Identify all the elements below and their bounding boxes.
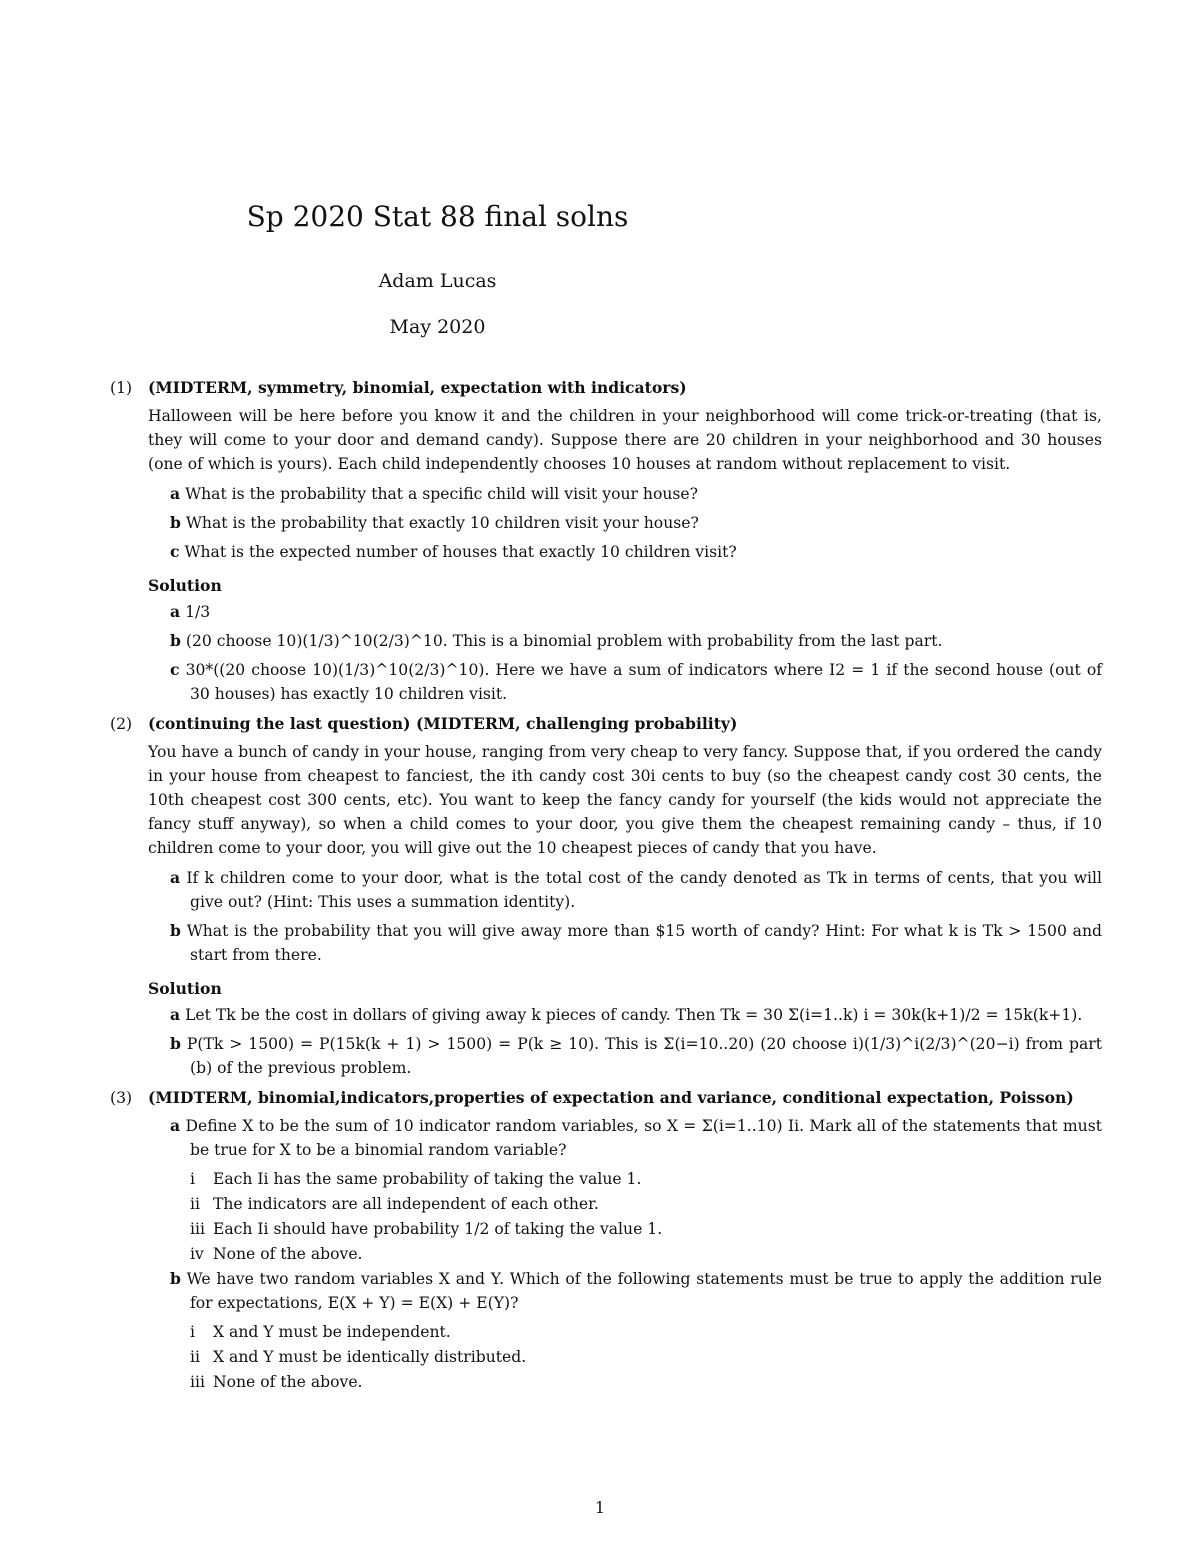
question-part: c What is the expected number of houses that exactly 10 children visit? <box>170 542 737 561</box>
document-date: May 2020 <box>389 316 486 338</box>
question-number: (3) <box>110 1089 133 1107</box>
solution-heading: Solution <box>148 979 222 998</box>
option-item: ii X and Y must be identically distributed. <box>190 1348 527 1366</box>
option-item: iii Each Ii should have probability 1/2 of taking the value 1. <box>190 1220 663 1238</box>
question-heading: (continuing the last question) (MIDTERM, challenging probability) <box>148 714 738 733</box>
solution-part: a 1/3 <box>170 602 211 621</box>
solution-part: b (20 choose 10)(1/3)^10(2/3)^10. This is a binomial problem with probability from the last part. <box>170 631 943 650</box>
question-3 <box>104 1086 1102 1394</box>
solution-heading: Solution <box>148 576 222 595</box>
question-part: b What is the probability that exactly 10 children visit your house? <box>170 513 699 532</box>
document-body <box>104 376 1102 1400</box>
page-number: 1 <box>595 1499 605 1517</box>
option-item: iv None of the above. <box>190 1245 363 1263</box>
document-title: Sp 2020 Stat 88 final solns <box>246 200 629 233</box>
solution-part: b P(Tk > 1500) = P(15k(k + 1) > 1500) = P(k ≥ 10). This is Σ(i=10..20) (20 choose i)(1/3)^i(2/3)^(20−i) from part (b) of the previous problem. <box>170 1034 1102 1077</box>
option-item: ii The indicators are all independent of each other. <box>190 1195 599 1213</box>
solution-part: c 30*((20 choose 10)(1/3)^10(2/3)^10). Here we have a sum of indicators where I2 = 1 if the second house (out of 30 houses) has exactly 10 children visit. <box>170 660 1102 703</box>
question-part: b We have two random variables X and Y. Which of the following statements must be true to apply the addition rule for expectations, E(X + Y) = E(X) + E(Y)? <box>170 1269 1102 1312</box>
question-part: a If k children come to your door, what is the total cost of the candy denoted as Tk in terms of cents, that you will give out? (Hint: This uses a summation identity). <box>170 868 1102 911</box>
question-number: (1) <box>110 379 133 397</box>
question-heading: (MIDTERM, binomial,indicators,properties of expectation and variance, conditional expectation, Poisson) <box>148 1088 1074 1107</box>
question-part: a What is the probability that a specific child will visit your house? <box>170 484 698 503</box>
option-item: i X and Y must be independent. <box>190 1323 451 1341</box>
question-1 <box>104 376 1102 706</box>
question-body: You have a bunch of candy in your house, ranging from very cheap to very fancy. Suppose that, if you ordered the candy in your house from cheapest to fanciest, the ith candy cost 30i cents to buy (so the cheapest candy cost 30 cents, the 10th cheapest cost 300 cents, etc). You want to keep the fancy candy for yourself (the kids would not appreciate the fancy stuff anyway), so when a child comes to your door, you give them the cheapest remaining candy – thus, if 10 children come to your door, you will give out the 10 cheapest pieces of candy that you have. <box>148 743 1102 857</box>
document-author: Adam Lucas <box>378 270 497 292</box>
question-part: b What is the probability that you will give away more than $15 worth of candy? Hint: For what k is Tk > 1500 and start from there. <box>170 921 1102 964</box>
option-item: i Each Ii has the same probability of taking the value 1. <box>190 1170 642 1188</box>
option-item: iii None of the above. <box>190 1373 363 1391</box>
question-part: a Define X to be the sum of 10 indicator random variables, so X = Σ(i=1..10) Ii. Mark all of the statements that must be true for X to be a binomial random variable? <box>170 1116 1102 1159</box>
question-body: Halloween will be here before you know it and the children in your neighborhood will come trick-or-treating (that is, they will come to your door and demand candy). Suppose there are 20 children in your neighborhood and 30 houses (one of which is yours). Each child independently chooses 10 houses at random without replacement to visit. <box>148 407 1102 473</box>
solution-part: a Let Tk be the cost in dollars of giving away k pieces of candy. Then Tk = 30 Σ(i=1..k) i = 30k(k+1)/2 = 15k(k+1). <box>170 1005 1083 1024</box>
question-2 <box>104 712 1102 1080</box>
question-heading: (MIDTERM, symmetry, binomial, expectation with indicators) <box>148 378 687 397</box>
question-number: (2) <box>110 715 133 733</box>
